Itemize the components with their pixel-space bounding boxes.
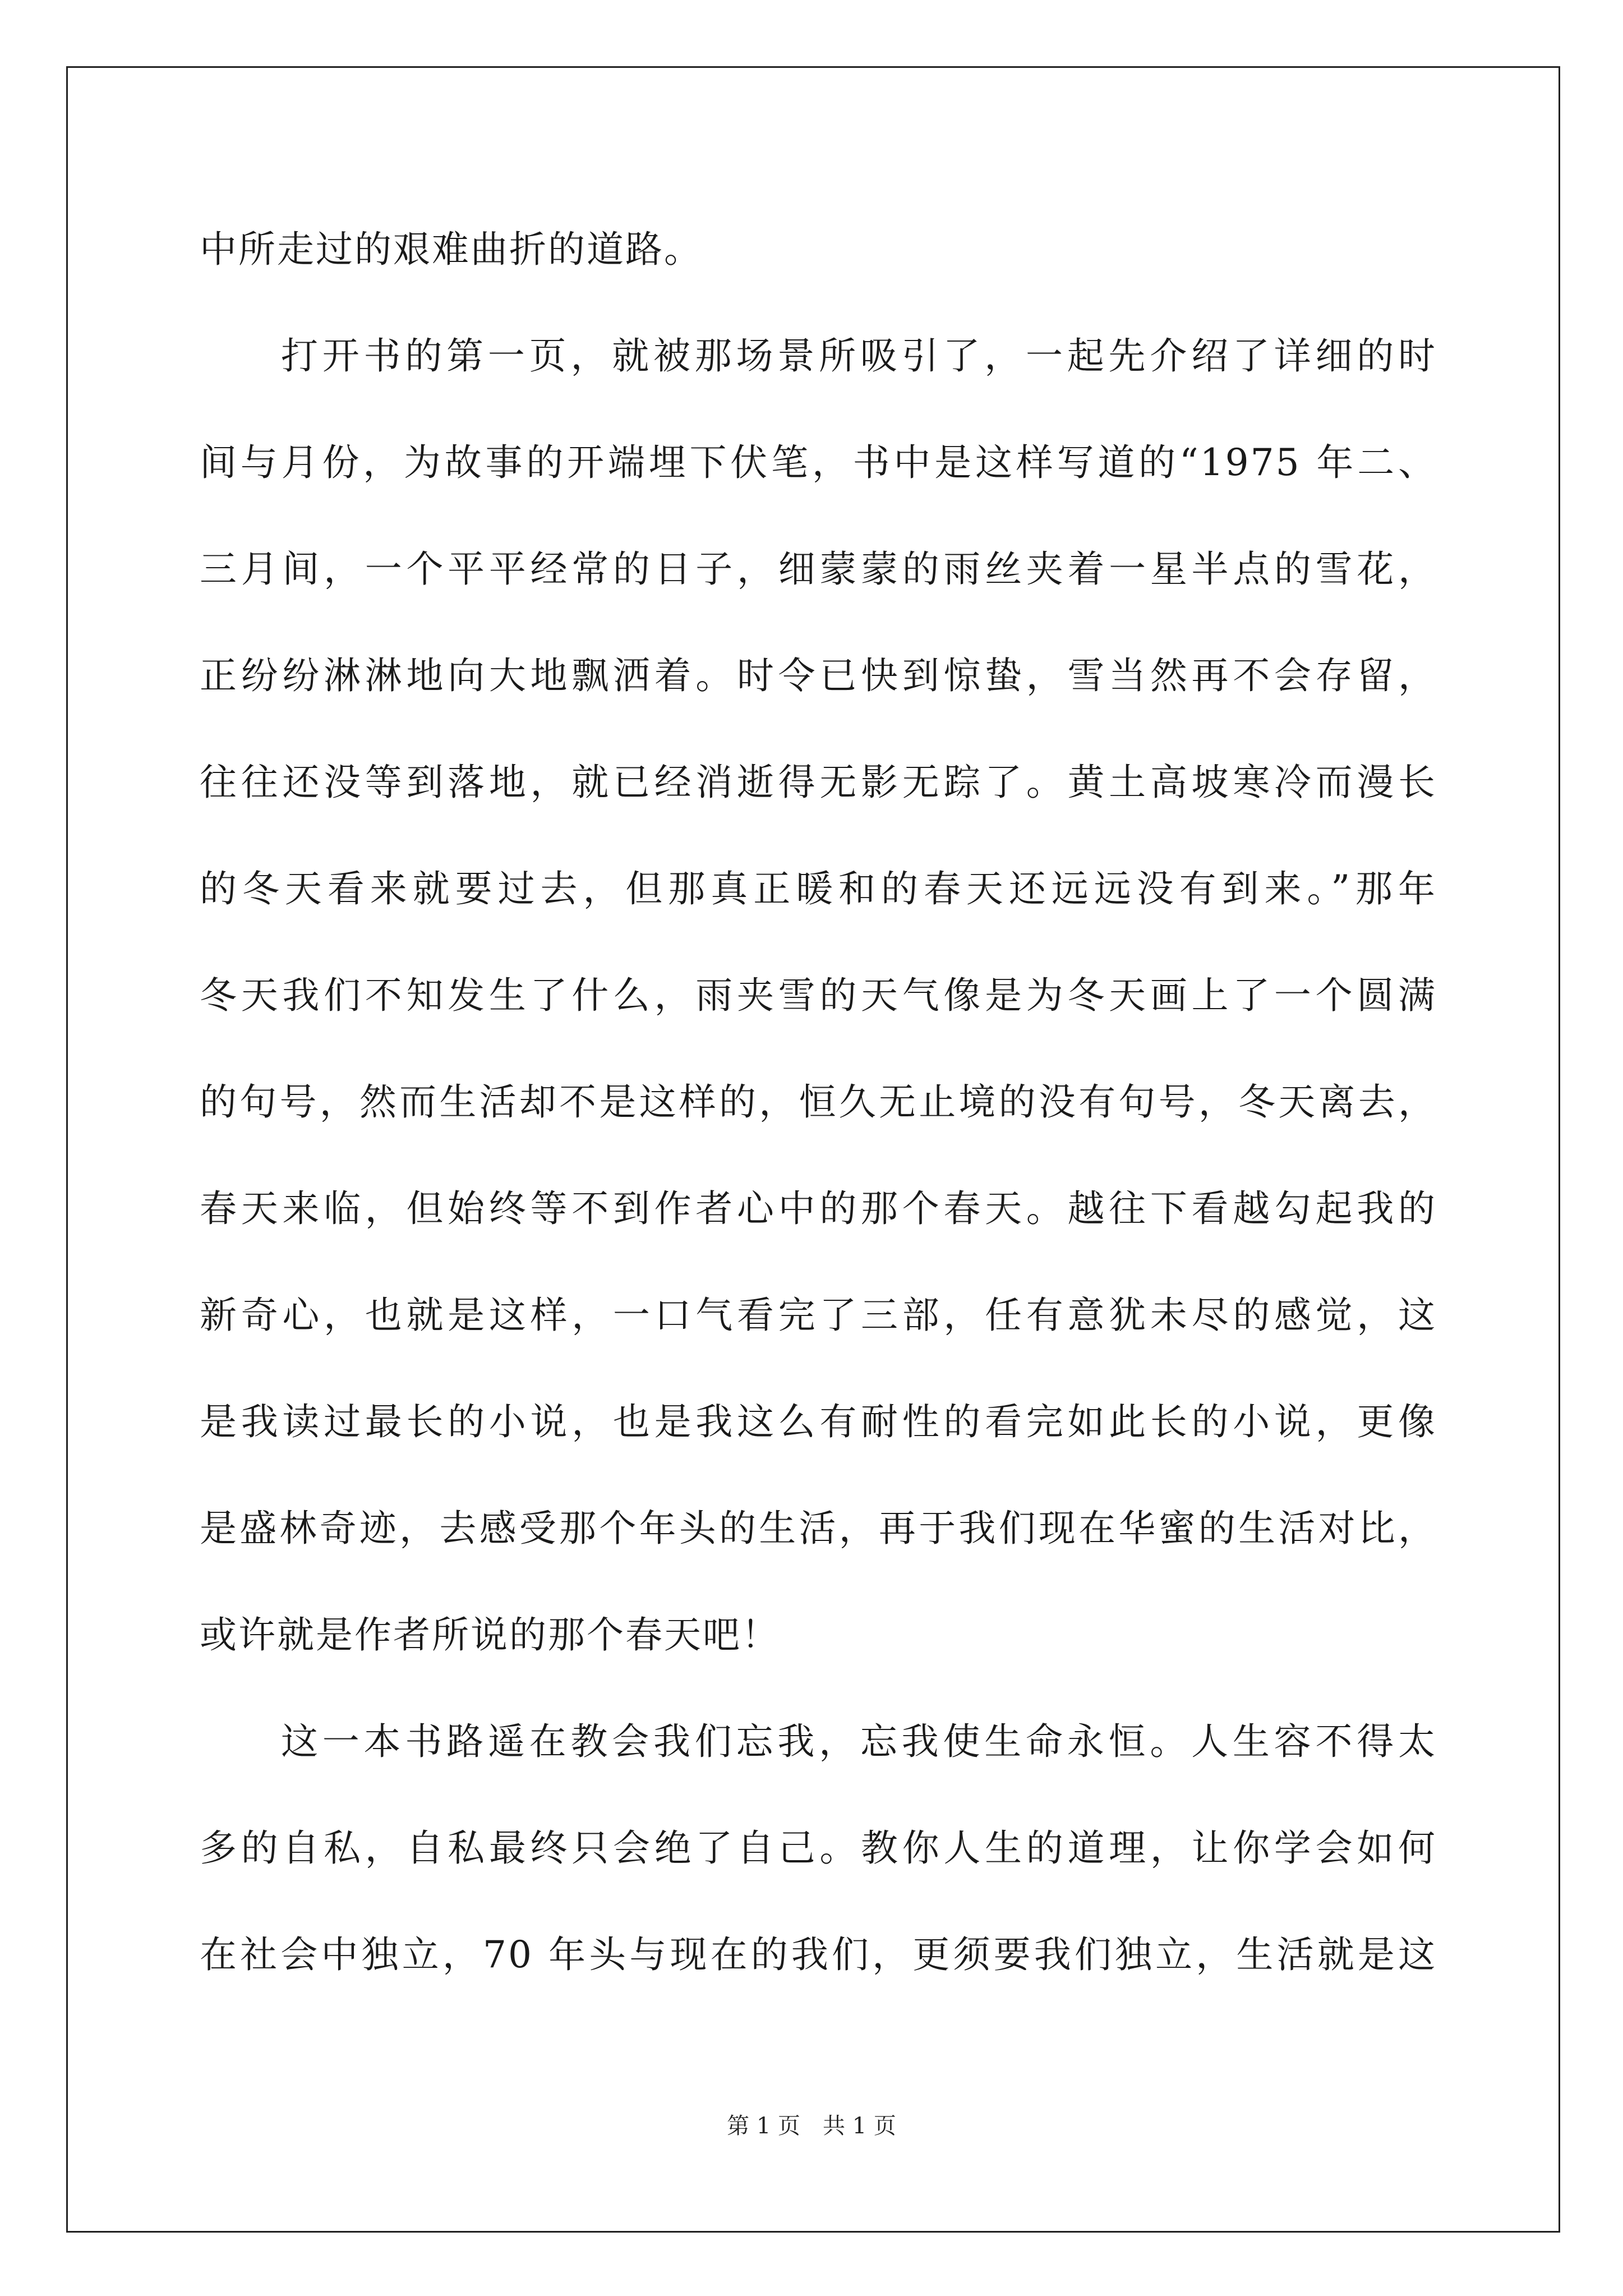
text-line: 多的自私，自私最终只会绝了自己。教你人生的道理，让你学会如何 xyxy=(200,1826,1437,1870)
text-line: 中所走过的艰难曲折的道路。 xyxy=(200,228,703,271)
text-line: 在社会中独立，70 年头与现在的我们，更须要我们独立，生活就是这 xyxy=(200,1933,1437,1976)
text-line: 三月间，一个平平经常的日子，细蒙蒙的雨丝夹着一星半点的雪花， xyxy=(200,547,1437,591)
text-line: 打开书的第一页，就被那场景所吸引了，一起先介绍了详细的时 xyxy=(281,334,1437,378)
text-line: 的冬天看来就要过去，但那真正暖和的春天还远远没有到来。”那年 xyxy=(200,867,1437,910)
document-body xyxy=(200,210,1437,2022)
text-line: 这一本书路遥在教会我们忘我，忘我使生命永恒。人生容不得太 xyxy=(281,1720,1437,1763)
page-number-footer: 第 1 页 共 1 页 xyxy=(727,2113,896,2139)
text-line: 往往还没等到落地，就已经消逝得无影无踪了。黄土高坡寒冷而漫长 xyxy=(200,761,1437,804)
text-line: 间与月份，为故事的开端埋下伏笔，书中是这样写道的“1975 年二、 xyxy=(200,441,1437,484)
text-line: 春天来临，但始终等不到作者心中的那个春天。越往下看越勾起我的 xyxy=(200,1187,1437,1230)
text-line: 是我读过最长的小说，也是我这么有耐性的看完如此长的小说，更像 xyxy=(200,1400,1437,1443)
text-line: 或许就是作者所说的那个春天吧！ xyxy=(200,1613,780,1657)
text-line: 冬天我们不知发生了什么，雨夹雪的天气像是为冬天画上了一个圆满 xyxy=(200,974,1437,1017)
text-line: 是盛林奇迹，去感受那个年头的生活，再于我们现在华蜜的生活对比， xyxy=(200,1507,1437,1550)
text-line: 的句号，然而生活却不是这样的，恒久无止境的没有句号，冬天离去， xyxy=(200,1080,1437,1124)
text-line: 新奇心，也就是这样，一口气看完了三部，任有意犹未尽的感觉，这 xyxy=(200,1294,1437,1337)
text-line: 正纷纷淋淋地向大地飘洒着。时令已快到惊蛰，雪当然再不会存留， xyxy=(200,654,1437,697)
